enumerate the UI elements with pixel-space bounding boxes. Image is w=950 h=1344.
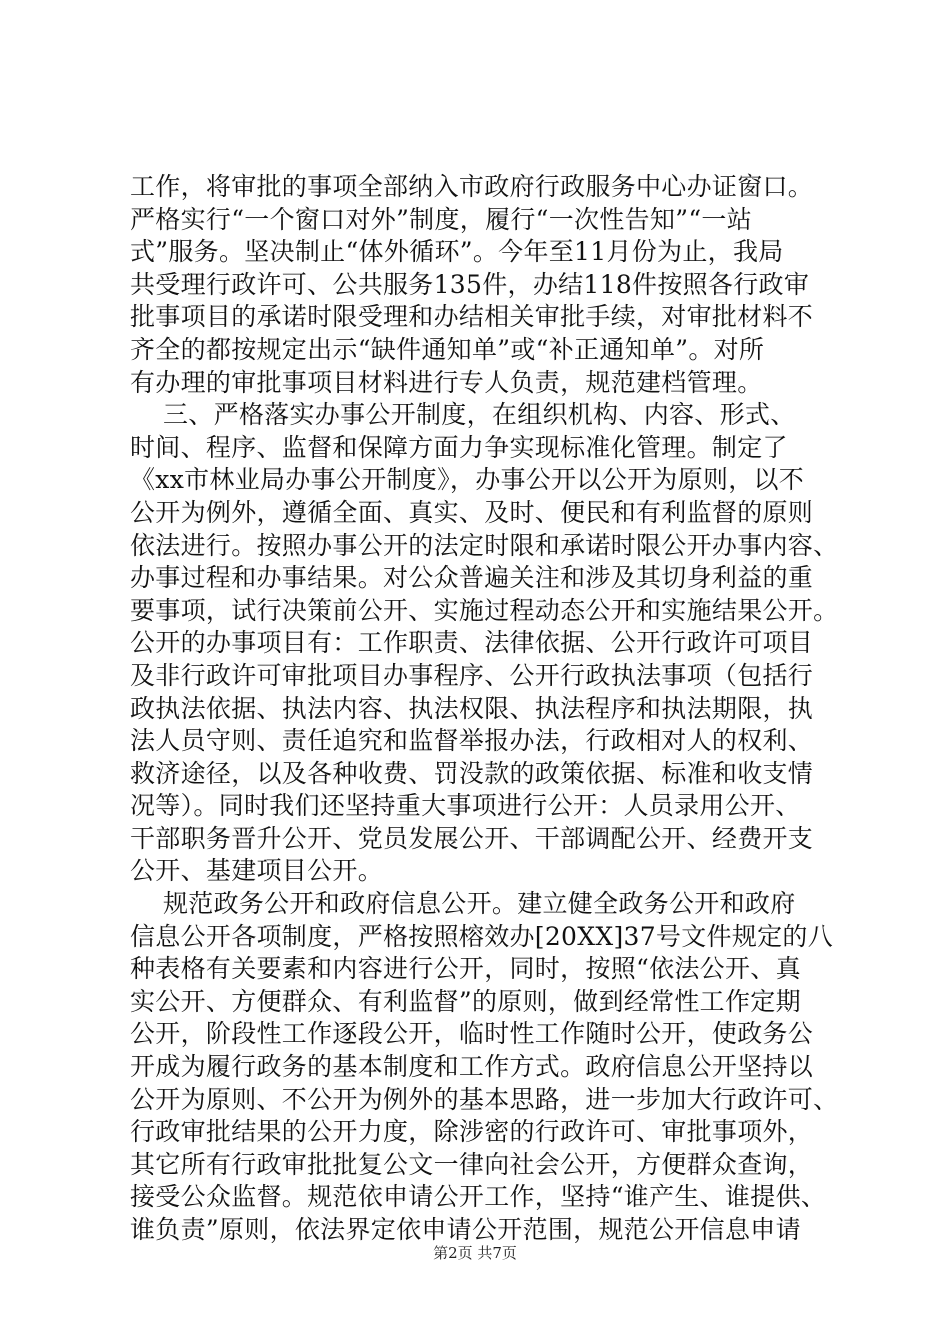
text-line: 公开为原则、不公开为例外的基本思路，进一步加大行政许可、 (130, 1084, 839, 1114)
text-line: 时间、程序、监督和保障方面力争实现标准化管理。制定了 (130, 432, 788, 462)
text-line: 规范政务公开和政府信息公开。建立健全政务公开和政府 (130, 889, 796, 919)
text-line: 行政审批结果的公开力度，除涉密的行政许可、审批事项外， (130, 1117, 814, 1147)
text-line: 《xx市林业局办事公开制度》，办事公开以公开为原则，以不 (130, 465, 805, 495)
document-body (130, 171, 850, 1247)
text-line: 式”服务。坚决制止“体外循环”。今年至11月份为止，我局 (130, 237, 784, 267)
text-line: 政执法依据、执法内容、执法权限、执法程序和执法期限，执 (130, 693, 814, 723)
text-line: 接受公众监督。规范依申请公开工作，坚持“谁产生、谁提供、 (130, 1182, 827, 1212)
text-line: 三、严格落实办事公开制度，在组织机构、内容、形式、 (130, 400, 796, 430)
text-line: 要事项，试行决策前公开、实施过程动态公开和实施结果公开。 (130, 595, 839, 625)
text-line: 严格实行“一个窗口对外”制度，履行“一次性告知”“一站 (130, 204, 753, 234)
page-number-footer: 第2页 共7页 (433, 1244, 517, 1262)
text-line: 批事项目的承诺时限受理和办结相关审批手续，对审批材料不 (130, 302, 814, 332)
text-line: 种表格有关要素和内容进行公开，同时，按照“依法公开、真 (130, 954, 801, 984)
text-line: 救济途径，以及各种收费、罚没款的政策依据、标准和收支情 (130, 758, 814, 788)
text-line: 信息公开各项制度，严格按照榕效办[20XX]37号文件规定的八 (130, 921, 834, 951)
text-line: 其它所有行政审批批复公文一律向社会公开，方便群众查询， (130, 1149, 814, 1179)
text-line: 依法进行。按照办事公开的法定时限和承诺时限公开办事内容、 (130, 530, 839, 560)
text-line: 实公开、方便群众、有利监督”的原则，做到经常性工作定期 (130, 986, 801, 1016)
text-line: 公开为例外，遵循全面、真实、及时、便民和有利监督的原则 (130, 497, 814, 527)
text-line: 有办理的审批事项目材料进行专人负责，规范建档管理。 (130, 367, 763, 397)
text-line: 况等）。同时我们还坚持重大事项进行公开：人员录用公开、 (130, 791, 801, 821)
text-line: 公开的办事项目有：工作职责、法律依据、公开行政许可项目 (130, 628, 814, 658)
text-line: 工作，将审批的事项全部纳入市政府行政服务中心办证窗口。 (130, 172, 814, 201)
text-line: 谁负责”原则，依法界定依申请公开范围，规范公开信息申请 (130, 1215, 801, 1244)
text-line: 公开，阶段性工作逐段公开，临时性工作随时公开，使政务公 (130, 1019, 814, 1049)
text-line: 办事过程和办事结果。对公众普遍关注和涉及其切身利益的重 (130, 563, 814, 593)
text-line: 及非行政许可审批项目办事程序、公开行政执法事项（包括行 (130, 660, 814, 690)
text-line: 共受理行政许可、公共服务135件，办结118件按照各行政审 (130, 269, 810, 299)
text-line: 法人员守则、责任追究和监督举报办法，行政相对人的权利、 (130, 726, 814, 756)
text-line: 齐全的都按规定出示“缺件通知单”或“补正通知单”。对所 (130, 334, 765, 364)
text-line: 开成为履行政务的基本制度和工作方式。政府信息公开坚持以 (130, 1052, 814, 1082)
text-line: 干部职务晋升公开、党员发展公开、干部调配公开、经费开支 (130, 823, 814, 853)
text-line: 公开、基建项目公开。 (130, 856, 384, 886)
